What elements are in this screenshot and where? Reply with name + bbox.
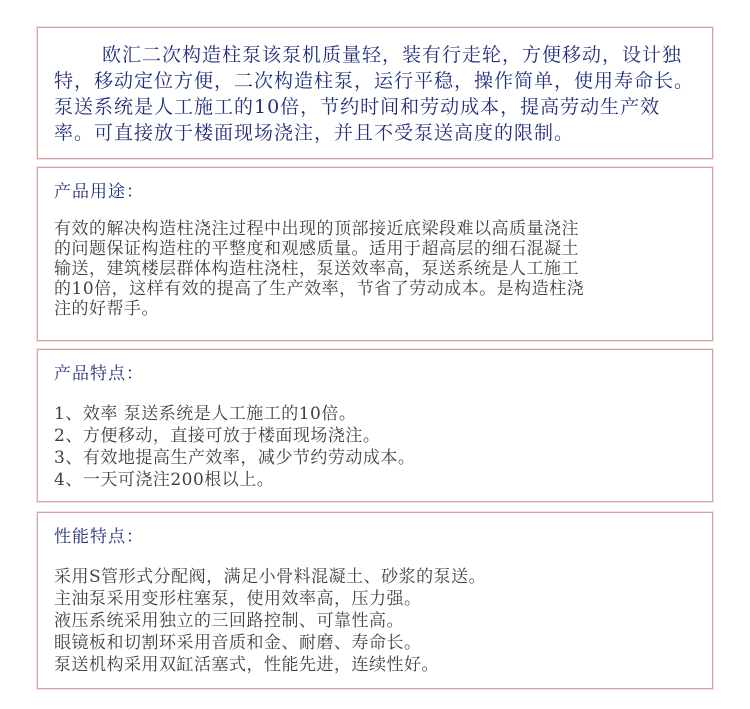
features-section (37, 349, 713, 502)
usage-line: 有效的解决构造柱浇注过程中出现的顶部接近底梁段难以高质量浇注 (54, 219, 579, 239)
features-body (54, 403, 698, 491)
performance-body (54, 566, 698, 676)
performance-line: 主油泵采用变形柱塞泵，使用效率高，压力强。 (54, 589, 422, 609)
usage-body (54, 219, 698, 319)
features-line: 1、效率 泵送系统是人工施工的10倍。 (54, 404, 357, 424)
performance-line: 泵送机构采用双缸活塞式，性能先进，连续性好。 (54, 655, 439, 675)
intro-box (37, 27, 713, 159)
performance-line: 采用S管形式分配阀，满足小骨料混凝土、砂浆的泵送。 (54, 567, 487, 587)
usage-line: 的10倍，这样有效的提高了生产效率，节省了劳动成本。是构造柱浇 (54, 279, 585, 299)
performance-line: 眼镜板和切割环采用音质和金、耐磨、寿命长。 (54, 633, 422, 653)
features-line: 3、有效地提高生产效率，减少节约劳动成本。 (54, 448, 416, 468)
performance-section (37, 512, 713, 689)
performance-line: 液压系统采用独立的三回路控制、可靠性高。 (54, 611, 404, 631)
usage-line: 的问题保证构造柱的平整度和观感质量。适用于超高层的细石混凝土 (54, 239, 579, 259)
usage-section (37, 167, 713, 341)
usage-line: 注的好帮手。 (54, 299, 159, 319)
performance-title: 性能特点： (54, 527, 144, 547)
usage-title: 产品用途： (54, 182, 144, 202)
usage-line: 输送，建筑楼层群体构造柱浇柱，泵送效率高，泵送系统是人工施工 (54, 259, 579, 279)
features-line: 2、方便移动，直接可放于楼面现场浇注。 (54, 426, 381, 446)
intro-paragraph: 欧汇二次构造柱泵该泵机质量轻，装有行走轮，方便移动，设计独特，移动定位方便，二次构造柱泵，运行平稳，操作简单，使用寿命长。泵送系统是人工施工的10倍，节约时间和劳动成本，提高劳动生产效率。可直接放于楼面现场浇注，并且不受泵送高度的限制。 (54, 44, 695, 144)
features-line: 4、一天可浇注200根以上。 (54, 470, 275, 490)
features-title: 产品特点： (54, 364, 144, 384)
